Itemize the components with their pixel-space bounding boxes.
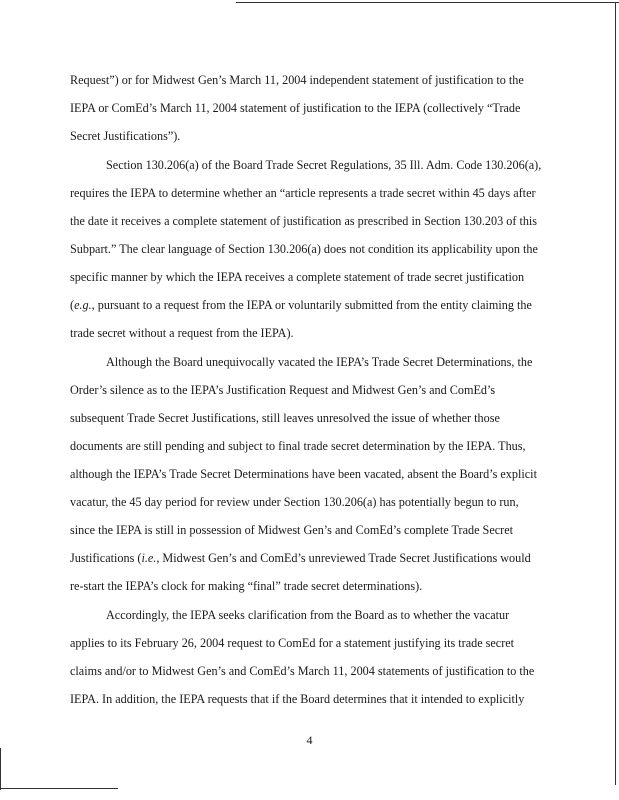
text-line: Justifications (i.e., Midwest Gen’s and ComEd’s unreviewed Trade Secret Justifications would (70, 551, 531, 565)
text-line: Section 130.206(a) of the Board Trade Secret Regulations, 35 Ill. Adm. Code 130.206(a), (106, 158, 542, 172)
text-line: Order’s silence as to the IEPA’s Justification Request and Midwest Gen’s and ComEd’s (70, 383, 496, 397)
text-line: Request”) or for Midwest Gen’s March 11, 2004 independent statement of justification to the (70, 73, 524, 87)
text-line: since the IEPA is still in possession of Midwest Gen’s and ComEd’s complete Trade Secret (70, 523, 514, 537)
scan-border-left (0, 748, 1, 790)
text-line: re-start the IEPA’s clock for making “final” trade secret determinations). (70, 579, 423, 593)
scan-border-bottom (0, 788, 118, 789)
text-line: Secret Justifications”). (70, 129, 181, 143)
text-line: applies to its February 26, 2004 request to ComEd for a statement justifying its trade secret (70, 636, 515, 650)
text-line: (e.g., pursuant to a request from the IEPA or voluntarily submitted from the entity claiming the (70, 298, 532, 312)
text-line: requires the IEPA to determine whether an “article represents a trade secret within 45 days after (70, 186, 536, 200)
text-line: IEPA or ComEd’s March 11, 2004 statement of justification to the IEPA (collectively “Trade (70, 101, 521, 115)
text-line: claims and/or to Midwest Gen’s and ComEd’s March 11, 2004 statements of justification to the (70, 664, 535, 678)
text-line: although the IEPA’s Trade Secret Determinations have been vacated, absent the Board’s explicit (70, 467, 537, 481)
text-line: subsequent Trade Secret Justifications, still leaves unresolved the issue of whether those (70, 411, 500, 425)
text-line: Accordingly, the IEPA seeks clarification from the Board as to whether the vacatur (106, 608, 510, 622)
text-line: the date it receives a complete statement of justification as prescribed in Section 130.203 of this (70, 214, 538, 228)
text-line: vacatur, the 45 day period for review under Section 130.206(a) has potentially begun to run, (70, 495, 519, 509)
text-line: trade secret without a request from the IEPA). (70, 326, 294, 340)
text-line: Subpart.” The clear language of Section 130.206(a) does not condition its applicability upon the (70, 242, 538, 256)
text-line: IEPA. In addition, the IEPA requests that if the Board determines that it intended to explicitly (70, 692, 525, 706)
scan-border-top (236, 2, 619, 3)
scan-border-right (615, 2, 616, 785)
text-line: Although the Board unequivocally vacated the IEPA’s Trade Secret Determinations, the (106, 355, 533, 369)
page-number: 4 (306, 733, 313, 747)
text-line: documents are still pending and subject to final trade secret determination by the IEPA. Thus, (70, 439, 526, 453)
text-line: specific manner by which the IEPA receives a complete statement of trade secret justification (70, 270, 525, 284)
